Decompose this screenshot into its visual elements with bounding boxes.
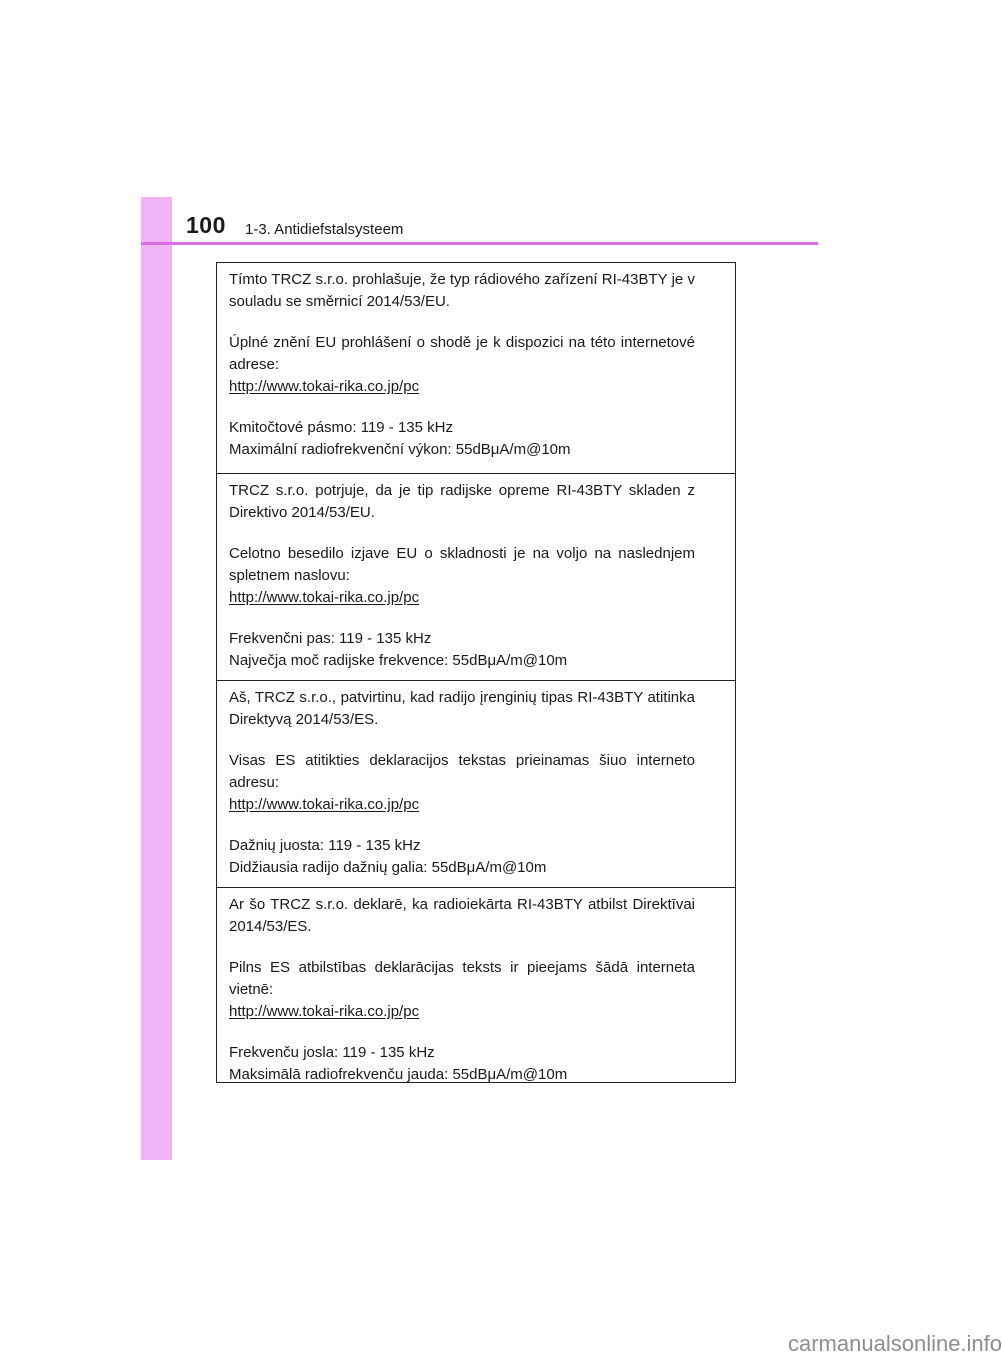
- declaration-full-text-intro: Úplné znění EU prohlášení o shodě je k dispozici na této internetové adrese:: [229, 334, 695, 373]
- declaration-statement: TRCZ s.r.o. potrjuje, da je tip radijske opreme RI-43BTY skladen z Direktivo 2014/53/EU.: [229, 482, 695, 521]
- section-title: 1-3. Antidiefstalsysteem: [245, 221, 404, 238]
- declaration-power: Maximální radiofrekvenční výkon: 55dBμA/m@10m: [229, 441, 571, 458]
- declaration-full-text-intro: Celotno besedilo izjave EU o skladnosti je na voljo na naslednjem spletnem naslovu:: [229, 545, 695, 584]
- declaration-statement: Aš, TRCZ s.r.o., patvirtinu, kad radijo įrenginių tipas RI-43BTY atitinka Direktyvą 2014/53/ES.: [229, 689, 695, 728]
- declaration-frequency: Dažnių juosta: 119 - 135 kHz: [229, 837, 421, 854]
- declaration-url-link[interactable]: http://www.tokai-rika.co.jp/pc: [229, 378, 420, 395]
- declaration-latvian: [217, 888, 735, 1081]
- declaration-frequency: Kmitočtové pásmo: 119 - 135 kHz: [229, 419, 453, 436]
- section-side-tab: [141, 197, 172, 1160]
- declaration-slovenian: [217, 474, 735, 681]
- declaration-statement: Ar šo TRCZ s.r.o. deklarē, ka radioiekārta RI-43BTY atbilst Direktīvai 2014/53/ES.: [229, 896, 695, 935]
- declaration-power: Didžiausia radijo dažnių galia: 55dBμA/m@10m: [229, 859, 547, 876]
- declaration-url-link[interactable]: http://www.tokai-rika.co.jp/pc: [229, 1003, 420, 1020]
- declaration-statement: Tímto TRCZ s.r.o. prohlašuje, že typ rádiového zařízení RI-43BTY je v souladu se směrnicí 2014/53/EU.: [229, 271, 695, 310]
- declaration-url-link[interactable]: http://www.tokai-rika.co.jp/pc: [229, 589, 420, 606]
- declaration-url-link[interactable]: http://www.tokai-rika.co.jp/pc: [229, 796, 420, 813]
- page-number: 100: [186, 212, 226, 238]
- declaration-lithuanian: [217, 681, 735, 888]
- header-rule: [141, 242, 818, 245]
- watermark-text: carmanualsonline.info: [788, 1331, 1002, 1356]
- declaration-full-text-intro: Visas ES atitikties deklaracijos tekstas prieinamas šiuo interneto adresu:: [229, 752, 695, 791]
- declaration-frequency: Frekvenčni pas: 119 - 135 kHz: [229, 630, 432, 647]
- declarations-box: [216, 262, 736, 1083]
- declaration-czech: [217, 263, 735, 474]
- declaration-full-text-intro: Pilns ES atbilstības deklarācijas teksts ir pieejams šādā interneta vietnē:: [229, 959, 695, 998]
- declaration-power: Največja moč radijske frekvence: 55dBμA/m@10m: [229, 652, 568, 669]
- declaration-power: Maksimālā radiofrekvenču jauda: 55dBμA/m@10m: [229, 1066, 568, 1083]
- declaration-frequency: Frekvenču josla: 119 - 135 kHz: [229, 1044, 435, 1061]
